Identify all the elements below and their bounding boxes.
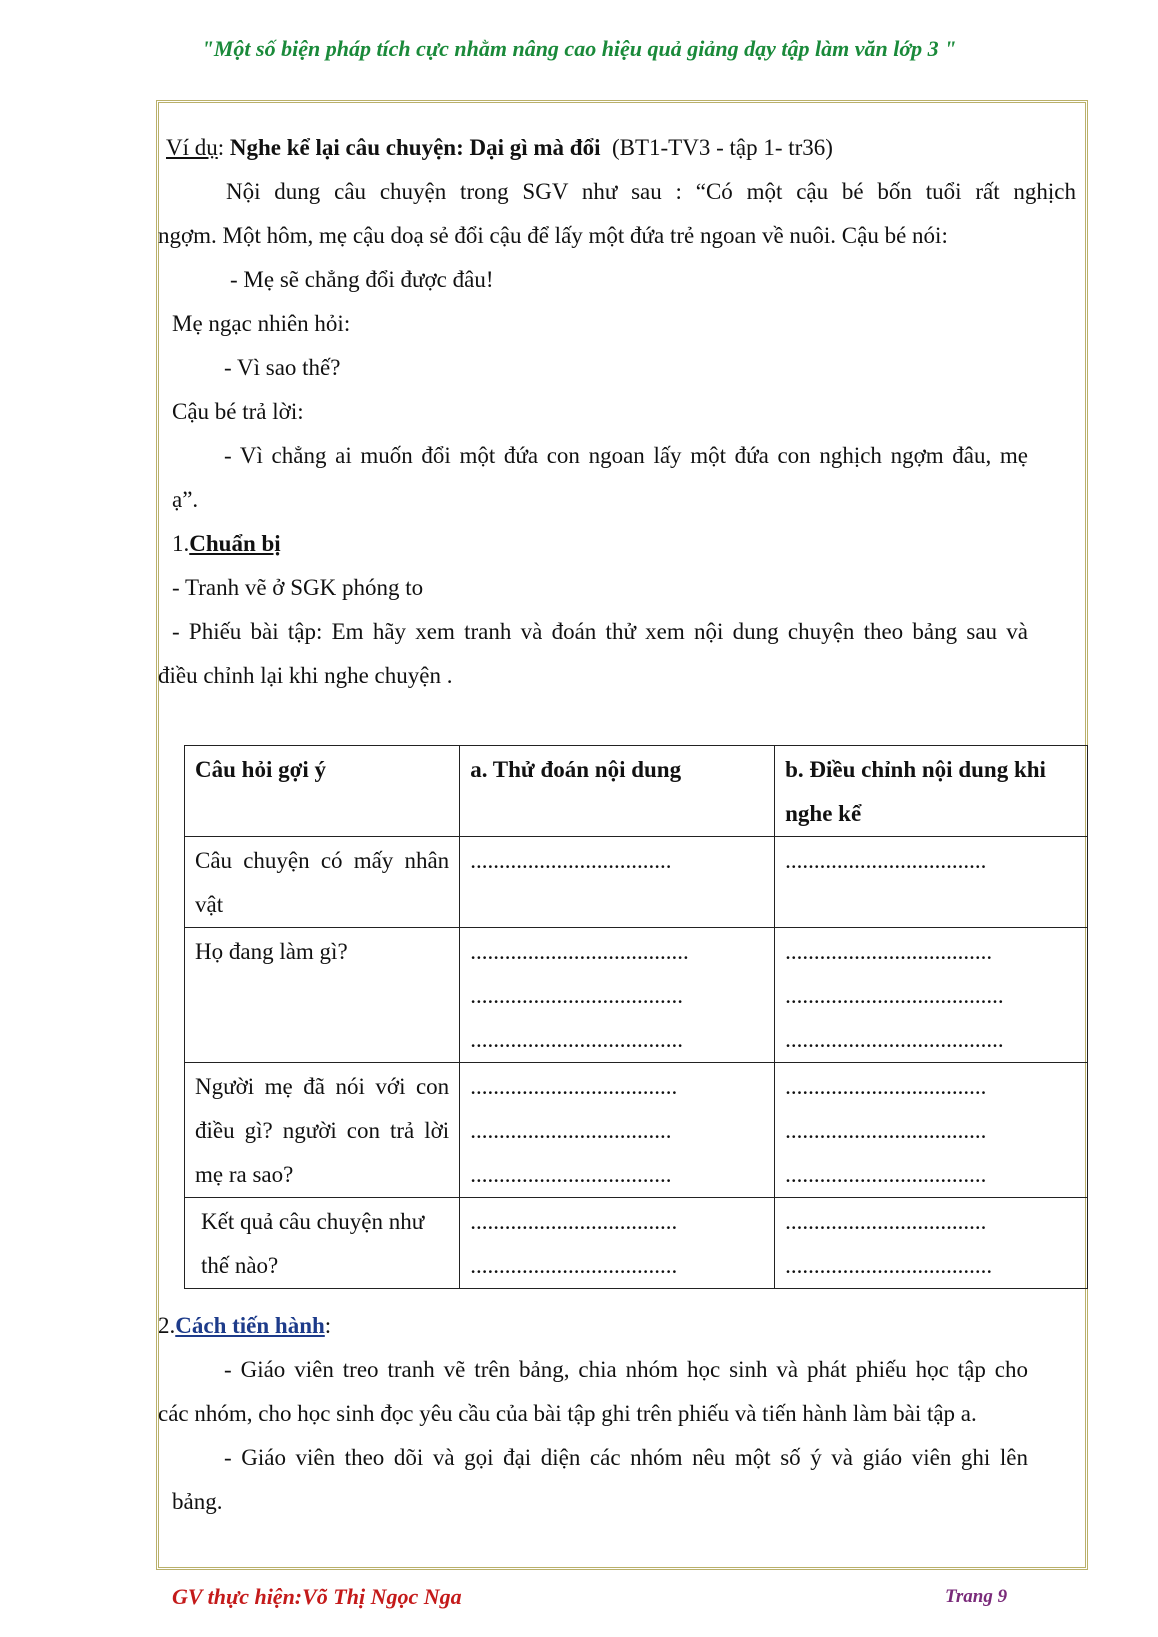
row-adjust [775,837,1088,928]
blank-line: ...................................... [785,1027,1004,1052]
story-line-3: - Mẹ sẽ chẳng đổi được đâu! [230,267,494,292]
procedure-heading: Cách tiến hành [175,1313,325,1338]
example-ref: (BT1-TV3 - tập 1- tr36) [611,135,833,160]
blank-line: ..................................... [470,1027,683,1052]
row-question: Câu chuyện có mấy nhân vật [185,837,460,928]
procedure-p2b: bảng. [172,1489,223,1514]
story-line-5: - Vì sao thế? [224,355,341,380]
table-row [185,928,1088,1063]
footer-page-number: Trang 9 [945,1586,1008,1607]
table-row [185,1198,1088,1289]
blank-line: .................................... [470,1253,678,1278]
story-line-8: ạ”. [172,487,199,512]
blank-line: ................................... [470,1118,672,1143]
procedure-heading-line [158,1304,1076,1348]
procedure-p1b: các nhóm, cho học sinh đọc yêu cầu của bài tập ghi trên phiếu và tiến hành làm bài tập a. [158,1401,977,1426]
header-question: Câu hỏi gợi ý [185,746,460,837]
row-question: Người mẹ đã nói với con điều gì? người con trả lời mẹ ra sao? [185,1063,460,1198]
procedure-p2a: - Giáo viên theo dõi và gọi đại diện các nhóm nêu một số ý và giáo viên ghi lên [224,1445,1028,1470]
story-line-2: ngợm. Một hôm, mẹ cậu doạ sẻ đổi cậu để lấy một đứa trẻ ngoan về nuôi. Cậu bé nói: [158,223,948,248]
story-line-6: Cậu bé trả lời: [172,399,304,424]
example-colon: : [217,135,225,160]
blank-line: ...................................... [470,939,689,964]
procedure-p1a: - Giáo viên treo tranh vẽ trên bảng, chia nhóm học sinh và phát phiếu học tập cho [224,1357,1028,1382]
example-line [166,126,1076,170]
story-line-1: Nội dung câu chuyện trong SGV như sau : “Có một cậu bé bốn tuổi rất nghịch [226,179,1076,204]
header-adjust: b. Điều chỉnh nội dung khi nghe kể [775,746,1088,837]
row-guess [460,1063,775,1198]
row-guess [460,928,775,1063]
procedure-section [158,1304,1076,1524]
worksheet-table [184,745,1088,1289]
blank-line: ................................... [785,1118,987,1143]
table-row [185,1063,1088,1198]
procedure-colon: : [324,1313,332,1338]
row-adjust [775,928,1088,1063]
blank-line: ..................................... [470,983,683,1008]
blank-line: ................................... [785,1209,987,1234]
blank-line: ...................................... [785,983,1004,1008]
row-guess [460,837,775,928]
row-question: Kết quả câu chuyện như thế nào? [185,1198,460,1289]
blank-line: .................................... [470,1209,678,1234]
example-label: Ví dụ [166,135,218,160]
prep-item-2a: - Phiếu bài tập: Em hãy xem tranh và đoán thử xem nội dung chuyện theo bảng sau và [172,619,1028,644]
procedure-number: 2. [158,1313,176,1338]
blank-line: ................................... [785,848,987,873]
header-guess: a. Thử đoán nội dung [460,746,775,837]
blank-line: .................................... [785,939,993,964]
row-adjust [775,1063,1088,1198]
blank-line: .................................... [470,1074,678,1099]
row-question: Họ đang làm gì? [185,928,460,1063]
prep-item-1: - Tranh vẽ ở SGK phóng to [172,575,424,600]
story-line-7: - Vì chẳng ai muốn đổi một đứa con ngoan lấy một đứa con nghịch ngợm đâu, mẹ [224,443,1028,468]
prep-heading: Chuẩn bị [189,531,281,556]
table-header-row [185,746,1088,837]
table-row [185,837,1088,928]
prep-item-2b: điều chỉnh lại khi nghe chuyện . [158,663,453,688]
footer-author: GV thực hiện:Võ Thị Ngọc Nga [172,1584,462,1609]
row-guess [460,1198,775,1289]
blank-line: ................................... [785,1162,987,1187]
story-line-4: Mẹ ngạc nhiên hỏi: [172,311,351,336]
row-adjust [775,1198,1088,1289]
blank-line: .................................... [785,1253,993,1278]
main-content [158,126,1076,698]
example-title: Nghe kể lại câu chuyện: Dại gì mà đổi [229,135,601,160]
blank-line: ................................... [470,1162,672,1187]
prep-heading-line [166,522,1076,566]
blank-line: ................................... [785,1074,987,1099]
document-header: "Một số biện pháp tích cực nhằm nâng cao hiệu quả giảng dạy tập làm văn lớp 3 " [201,36,957,61]
blank-line: ................................... [470,848,672,873]
prep-number: 1. [172,531,190,556]
